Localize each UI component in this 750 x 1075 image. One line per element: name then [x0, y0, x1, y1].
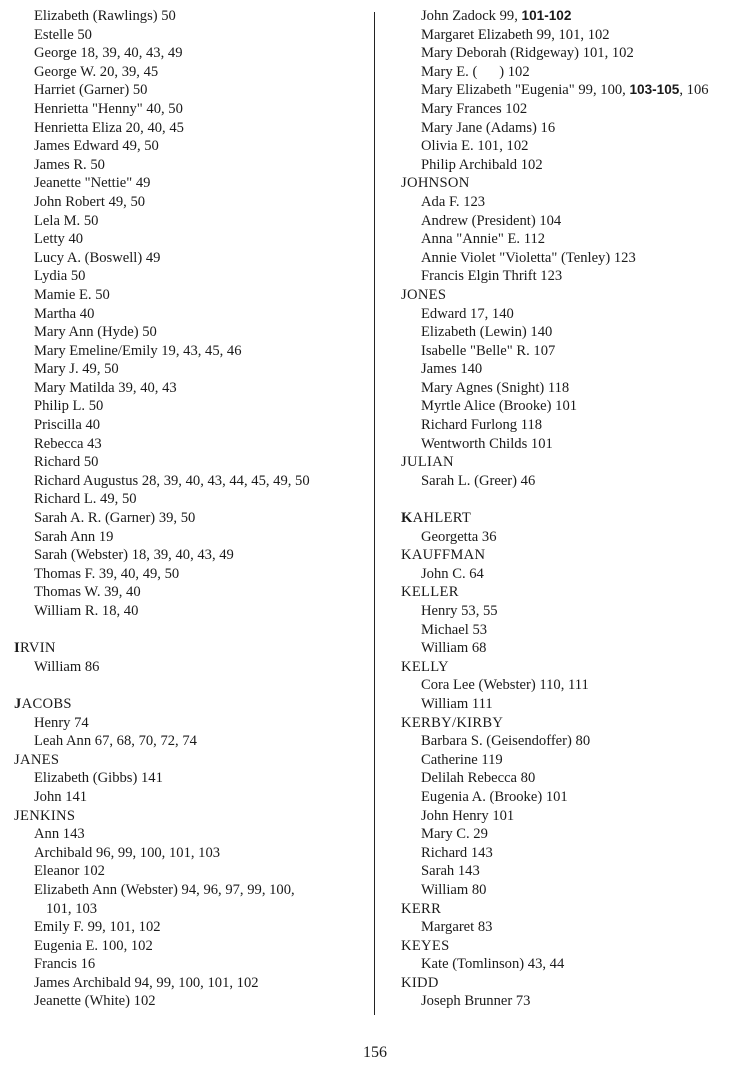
index-entry: Andrew (President) 104 — [421, 212, 562, 229]
index-entry: Lydia 50 — [34, 268, 86, 285]
index-entry: Mary Ann (Hyde) 50 — [34, 324, 157, 341]
bold-page-range: 101-102 — [521, 8, 572, 23]
surname-heading: KIDD — [401, 974, 439, 991]
index-entry: Mamie E. 50 — [34, 286, 110, 303]
section-gap — [14, 676, 364, 695]
index-entry: George 18, 39, 40, 43, 49 — [34, 45, 183, 62]
index-entry: William 80 — [421, 881, 487, 898]
index-entry: Ada F. 123 — [421, 193, 486, 210]
surname-heading: KELLY — [401, 658, 449, 675]
index-entry: Sarah 143 — [421, 863, 480, 880]
index-entry: Georgetta 36 — [421, 528, 497, 545]
index-entry: Sarah A. R. (Garner) 39, 50 — [34, 510, 196, 527]
index-entry: George W. 20, 39, 45 — [34, 63, 159, 80]
index-entry: John 141 — [34, 788, 88, 805]
right-index-column — [401, 7, 747, 1011]
index-entry: Michael 53 — [421, 621, 488, 638]
index-entry: Ann 143 — [34, 826, 85, 843]
entry-text: Mary Elizabeth "Eugenia" 99, 100, — [421, 82, 630, 99]
index-entry: Catherine 119 — [421, 751, 503, 768]
index-entry: John C. 64 — [421, 565, 484, 582]
surname-heading — [14, 695, 364, 714]
index-entry: Mary J. 49, 50 — [34, 361, 119, 378]
surname-heading: KELLER — [401, 584, 459, 601]
index-entry: Francis 16 — [34, 956, 96, 973]
index-entry: Priscilla 40 — [34, 417, 101, 434]
index-entry: James 140 — [421, 361, 483, 378]
column-divider — [374, 12, 375, 1015]
entry-text: John Zadock 99, — [421, 8, 522, 24]
surname-heading: JOHNSON — [401, 175, 470, 192]
index-entry: Annie Violet "Violetta" (Tenley) 123 — [421, 249, 636, 266]
index-entry: Mary Agnes (Snight) 118 — [421, 379, 570, 396]
index-entry: Jeanette "Nettie" 49 — [34, 175, 151, 192]
index-entry: Elizabeth (Rawlings) 50 — [34, 8, 176, 24]
index-entry: Eleanor 102 — [34, 863, 105, 880]
letter-initial: K — [401, 510, 413, 527]
index-entry: Martha 40 — [34, 305, 95, 322]
index-entry: Margaret 83 — [421, 919, 493, 936]
index-entry: William R. 18, 40 — [34, 603, 139, 619]
index-entry: Sarah (Webster) 18, 39, 40, 43, 49 — [34, 547, 234, 564]
surname-rest: ACOBS — [21, 695, 72, 712]
index-entry: Archibald 96, 99, 100, 101, 103 — [34, 844, 221, 861]
index-entry: Isabelle "Belle" R. 107 — [421, 342, 556, 359]
index-entry: John Robert 49, 50 — [34, 193, 146, 210]
index-entry: Richard Augustus 28, 39, 40, 43, 44, 45, 49, 50 — [34, 472, 310, 489]
index-entry: Cora Lee (Webster) 110, 111 — [421, 677, 589, 694]
index-entry: James Archibald 94, 99, 100, 101, 102 — [34, 974, 259, 991]
letter-initial: I — [14, 640, 20, 657]
index-entry: Eugenia A. (Brooke) 101 — [421, 788, 568, 805]
index-entry: Leah Ann 67, 68, 70, 72, 74 — [34, 733, 197, 750]
index-entry: Estelle 50 — [34, 26, 92, 43]
index-entry: Thomas F. 39, 40, 49, 50 — [34, 565, 180, 582]
index-entry: Richard 50 — [34, 454, 99, 471]
index-entry: Henry 74 — [34, 714, 89, 731]
index-entry: Harriet (Garner) 50 — [34, 82, 148, 99]
index-entry: Richard Furlong 118 — [421, 417, 543, 434]
index-entry: Barbara S. (Geisendoffer) 80 — [421, 733, 591, 750]
index-entry: Eugenia E. 100, 102 — [34, 937, 153, 954]
index-entry: Philip L. 50 — [34, 398, 104, 415]
index-entry: Anna "Annie" E. 112 — [421, 231, 546, 248]
index-entry: Letty 40 — [34, 231, 84, 248]
index-entry: William 86 — [34, 658, 100, 675]
index-entry: Olivia E. 101, 102 — [421, 138, 529, 155]
surname-heading: JANES — [14, 751, 60, 768]
surname-rest: AHLERT — [412, 510, 472, 527]
section-gap — [14, 621, 364, 640]
surname-heading: KERR — [401, 900, 442, 917]
letter-initial: J — [14, 695, 22, 712]
page-number: 156 — [363, 1044, 387, 1061]
index-entry: Elizabeth (Lewin) 140 — [421, 324, 553, 341]
index-entry: James Edward 49, 50 — [34, 138, 159, 155]
index-entry: Richard 143 — [421, 844, 493, 861]
index-entry: Delilah Rebecca 80 — [421, 770, 536, 787]
index-entry: Philip Archibald 102 — [421, 156, 543, 173]
surname-heading: KERBY/KIRBY — [401, 714, 504, 731]
index-entry: Lucy A. (Boswell) 49 — [34, 249, 161, 266]
index-entry: Richard L. 49, 50 — [34, 491, 137, 508]
surname-heading: KAUFFMAN — [401, 547, 486, 564]
bold-page-range: 103-105 — [629, 82, 680, 98]
surname-rest: RVIN — [19, 640, 56, 657]
index-entry: William 111 — [421, 695, 493, 712]
index-entry: Mary E. ( ) 102 — [421, 63, 530, 80]
index-entry — [401, 81, 747, 100]
index-entry — [401, 7, 747, 26]
index-entry-continuation: 101, 103 — [46, 900, 98, 917]
surname-heading: KEYES — [401, 937, 450, 954]
index-entry: Jeanette (White) 102 — [34, 993, 156, 1010]
index-entry: Elizabeth Ann (Webster) 94, 96, 97, 99, 100, — [34, 881, 295, 898]
surname-heading — [14, 639, 364, 658]
index-entry: Mary C. 29 — [421, 826, 488, 843]
index-entry: Henrietta "Henny" 40, 50 — [34, 100, 183, 117]
index-entry: Sarah L. (Greer) 46 — [421, 472, 536, 489]
index-entry: Elizabeth (Gibbs) 141 — [34, 770, 163, 787]
index-entry: Margaret Elizabeth 99, 101, 102 — [421, 26, 610, 43]
surname-heading: JONES — [401, 286, 447, 303]
index-entry: Lela M. 50 — [34, 212, 99, 229]
index-entry: Mary Jane (Adams) 16 — [421, 119, 556, 136]
index-entry: Henry 53, 55 — [421, 603, 498, 619]
surname-heading: JULIAN — [401, 454, 454, 471]
index-entry: Joseph Brunner 73 — [421, 993, 531, 1010]
index-entry: Myrtle Alice (Brooke) 101 — [421, 398, 578, 415]
index-entry: Mary Emeline/Emily 19, 43, 45, 46 — [34, 342, 242, 359]
left-index-column — [14, 7, 364, 1011]
index-entry: Rebecca 43 — [34, 435, 102, 452]
index-entry: John Henry 101 — [421, 807, 515, 824]
surname-heading — [401, 509, 747, 528]
index-entry: Mary Deborah (Ridgeway) 101, 102 — [421, 45, 634, 62]
index-entry: Mary Frances 102 — [421, 100, 528, 117]
index-entry: Thomas W. 39, 40 — [34, 584, 141, 601]
index-entry: William 68 — [421, 640, 487, 657]
entry-text-after: , 106 — [679, 82, 709, 99]
index-entry: Henrietta Eliza 20, 40, 45 — [34, 119, 184, 136]
index-entry: Sarah Ann 19 — [34, 528, 114, 545]
index-entry: Mary Matilda 39, 40, 43 — [34, 379, 177, 396]
index-entry: Edward 17, 140 — [421, 305, 514, 322]
surname-heading: JENKINS — [14, 807, 76, 824]
index-entry: Wentworth Childs 101 — [421, 435, 553, 452]
index-entry: Emily F. 99, 101, 102 — [34, 919, 161, 936]
index-entry: James R. 50 — [34, 156, 105, 173]
section-gap — [401, 490, 747, 509]
index-entry: Francis Elgin Thrift 123 — [421, 268, 563, 285]
index-entry: Kate (Tomlinson) 43, 44 — [421, 956, 565, 973]
